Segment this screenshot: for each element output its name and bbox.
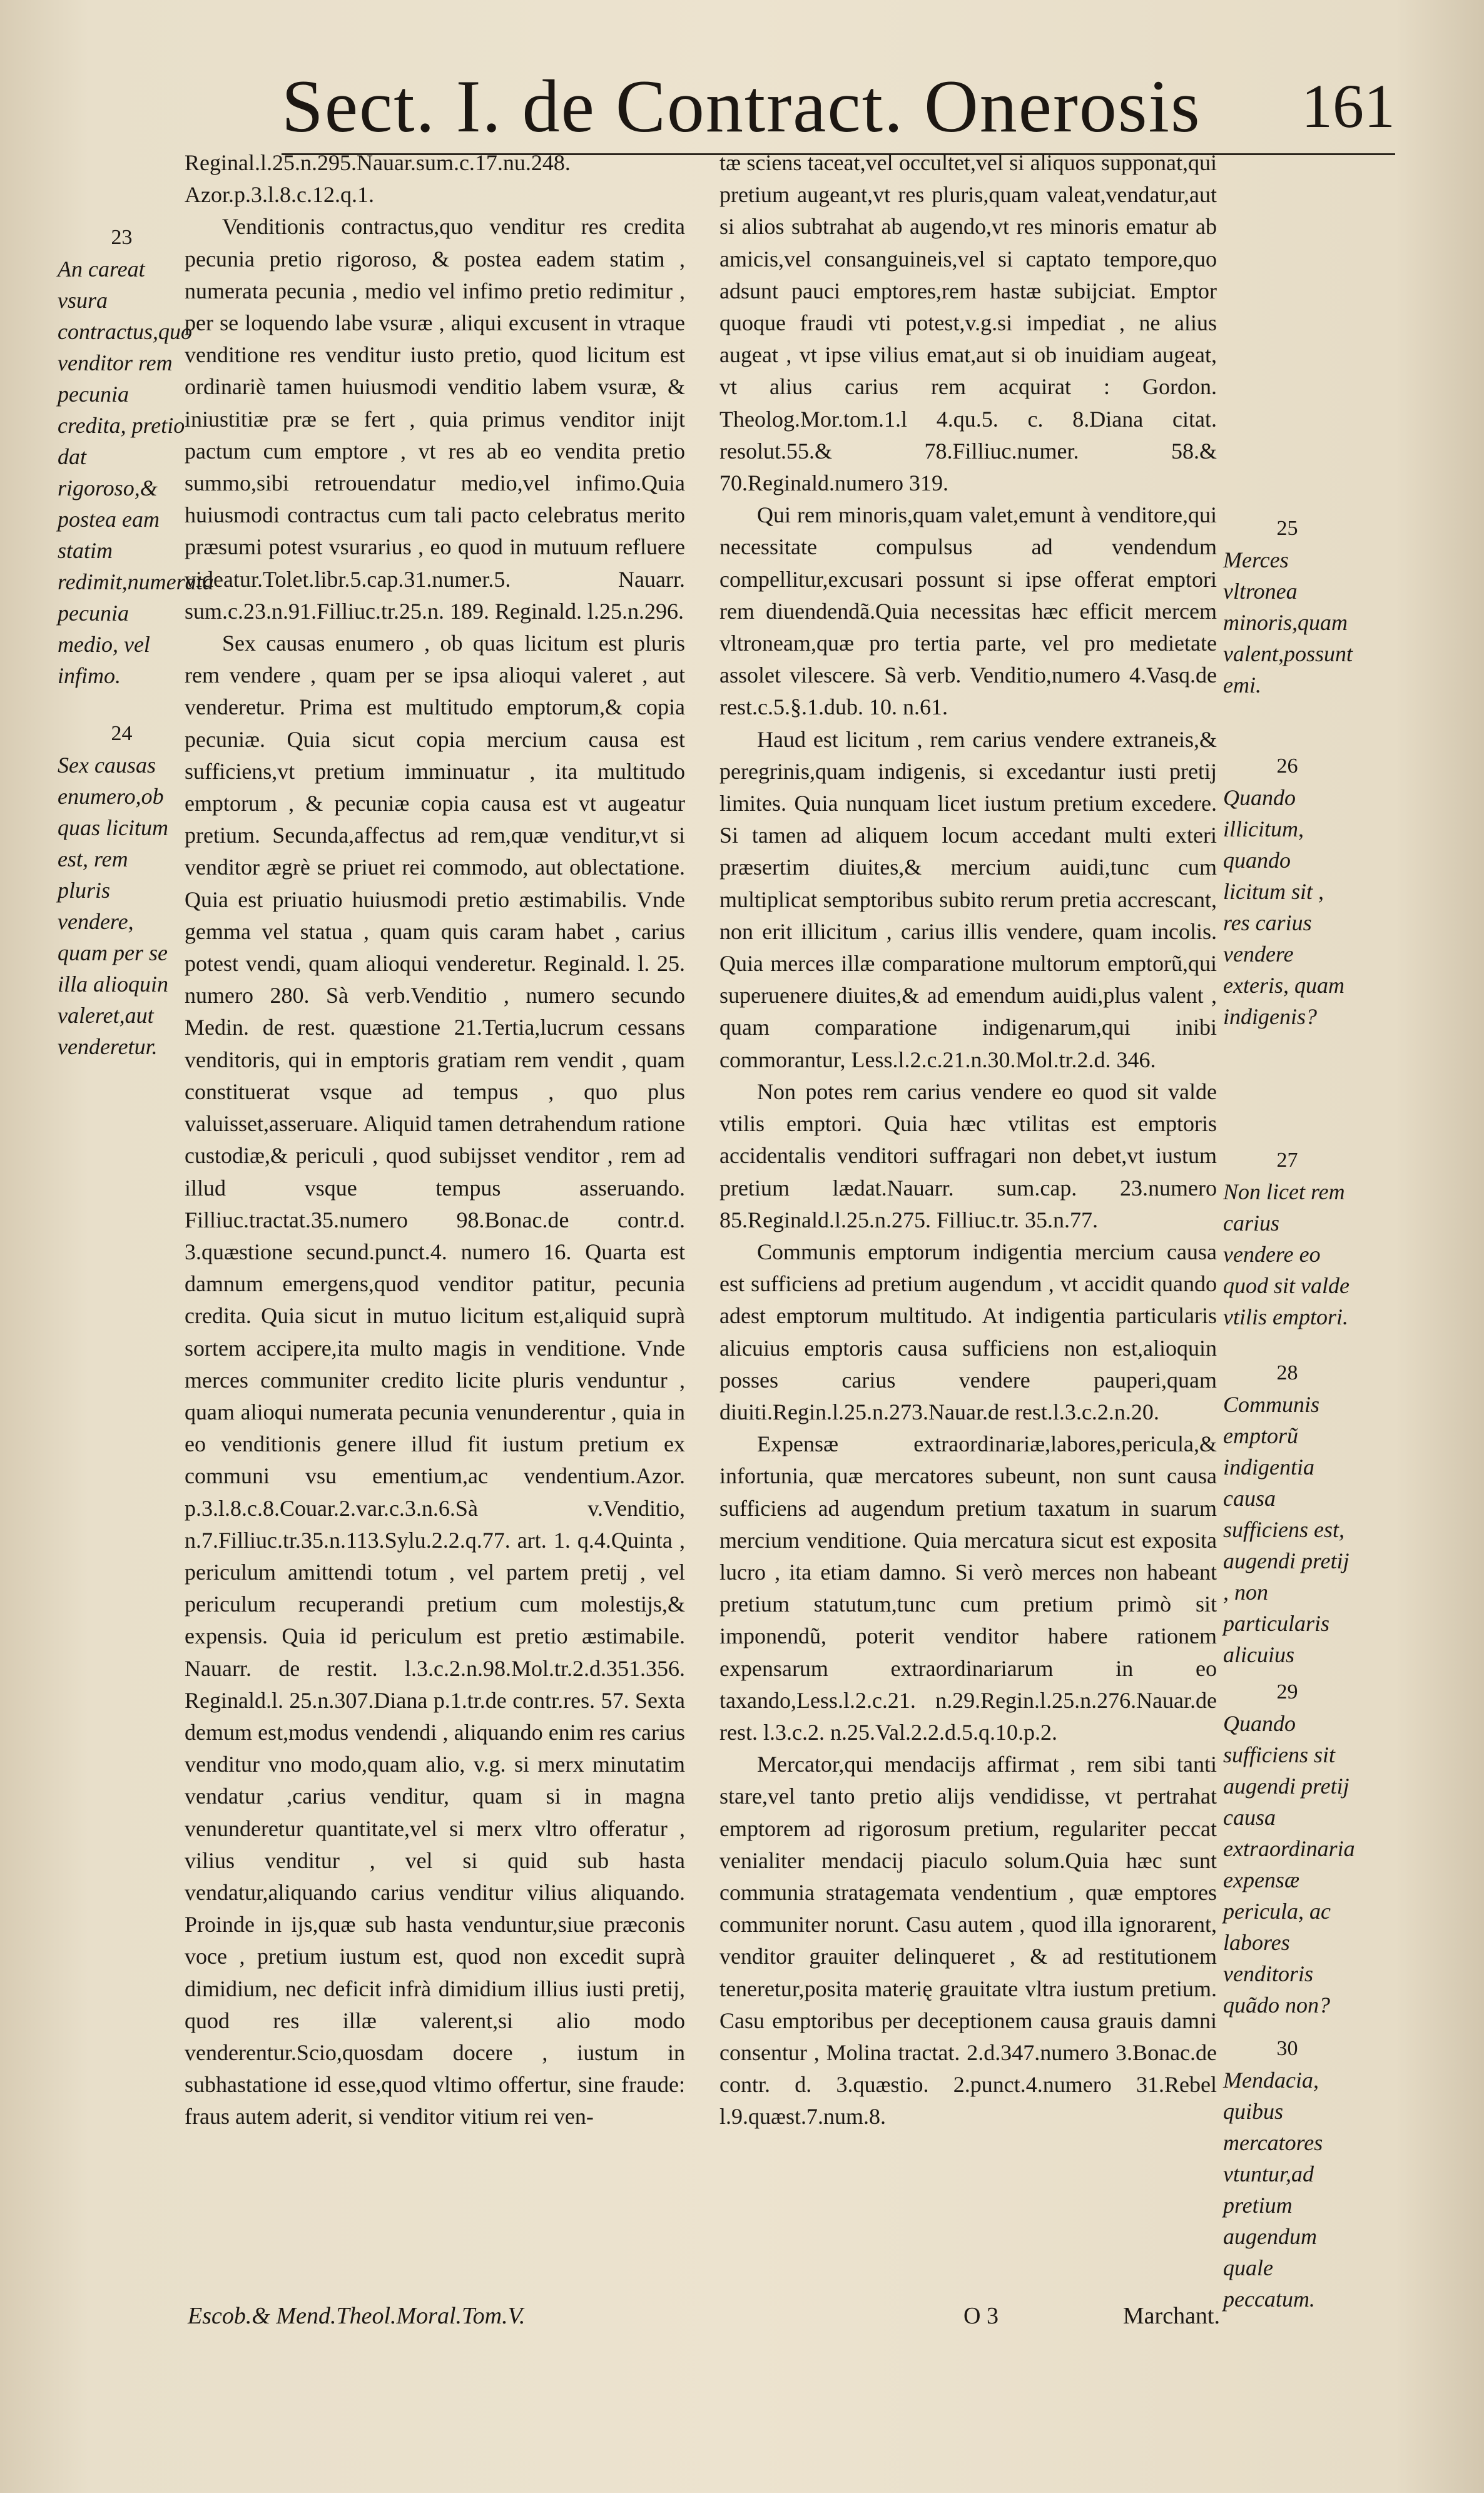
- paragraph: Haud est licitum , rem carius vendere extraneis,& peregrinis,quam indigenis, si excedantur iusti pretij limites. Quia nunquam licet iustum pretium excedere. Si tamen ad aliquem locum accedant multi exteri præsertim diuites,& mercium auidi,tunc cum multiplicat semptoribus subito rerum pretia accrescant, non erit illicitum , carius illis vendere, quam incolis. Quia merces illæ comparatione multorum emptorũ,qui superuenere diuites,& ad emendum auidi,plus valent , quam comparatione indigenarum,qui inibi commorantur, Less.l.2.c.21.n.30.Mol.tr.2.d. 346.: [719, 726, 1217, 1072]
- margin-note-number: 30: [1276, 2037, 1298, 2060]
- margin-note-number: 29: [1276, 1680, 1298, 1703]
- margin-note-27: [1223, 1145, 1351, 1333]
- text-column-left: [185, 147, 685, 2133]
- margin-note-text: Quando illicitum, quando licitum sit , res carius vendere exteris, quam indigenis?: [1223, 785, 1344, 1029]
- paragraph: Venditionis contractus,quo venditur res credita pecunia pretio rigoroso, & postea eadem statim , numerata pecunia , medio vel infimo pretio redimitur , per se loquendo labe vsuræ , aliqui excusent in vtraque venditione res venditur iusto pretio, quod licitum est ordinariè tamen huiusmodi venditio labem vsuræ, & iniustitiæ præ se fert , quia primus venditor inijt pactum cum emptore , vt res ab eo vendita pretio summo,sibi retrouendatur medio,vel infimo.Quia huiusmodi contractus cum tali pacto celebratus merito præsumi potest vsurarius , eo quod in mutuum refluere videatur.Tolet.libr.5.cap.31.numer.5. Nauarr. sum.c.23.n.91.Filliuc.tr.25.n. 189. Reginald. l.25.n.296.: [185, 214, 685, 624]
- paragraph: Reginal.l.25.n.295.Nauar.sum.c.17.nu.248. Azor.p.3.l.8.c.12.q.1.: [185, 150, 571, 208]
- margin-note-24: [58, 718, 186, 1062]
- paragraph: Mercator,qui mendacijs affirmat , rem sibi tanti stare,vel tanto pretio alijs vendidisse, vt pertrahat emptorem ad rigorosum pretium, regulariter peccat venialiter mendacij piaculo solum.Quia hæc sunt communia stratagemata vendentium , quæ emptores communiter norunt. Casu autem , quod illa ignorarent, venditor grauiter delinqueret , & ad restitutionem teneretur,posita materię grauitate vltra iustum pretium. Casu emptoribus per deceptionem causa grauis damni consentur , Molina tractat. 2.d.347.numero 3.Bonac.de contr. d. 3.quæstio. 2.punct.4.numero 31.Rebel l.9.quæst.7.num.8.: [719, 1752, 1217, 2130]
- margin-note-number: 25: [1276, 517, 1298, 540]
- margin-note-30: [1223, 2033, 1351, 2315]
- text-column-right: [719, 147, 1217, 2133]
- paragraph: Communis emptorum indigentia mercium causa est sufficiens ad pretium augendum , vt accidit quando adest emptorum multitudo. At indigentia particularis alicuius emptoris causa sufficiens non est,alioquin posses carius vendere pauperi,quam diuiti.Regin.l.25.n.273.Nauar.de rest.l.3.c.2.n.20.: [719, 1239, 1217, 1424]
- margin-note-text: Sex causas enumero,ob quas licitum est, rem pluris vendere, quam per se illa alioquin valeret,aut venderetur.: [58, 753, 169, 1059]
- margin-note-28: [1223, 1358, 1351, 1670]
- footer-imprint: Escob.& Mend.Theol.Moral.Tom.V.: [188, 2303, 526, 2329]
- margin-note-text: Communis emptorũ indigentia causa sufficiens est, augendi pretij , non particularis alicuius: [1223, 1392, 1349, 1667]
- margin-note-23: [58, 222, 214, 691]
- paragraph: Non potes rem carius vendere eo quod sit valde vtilis emptori. Quia hæc vtilitas est emptoris accidentalis venditori suffragari non debet,vt iustum pretium lædat.Nauarr. sum.cap. 23.numero 85.Reginald.l.25.n.275. Filliuc.tr. 35.n.77.: [719, 1079, 1217, 1232]
- margin-note-text: Mendacia, quibus mercatores vtuntur,ad pretium augendum quale peccatum.: [1223, 2068, 1323, 2312]
- margin-note-25: [1223, 513, 1351, 701]
- running-title: Sect. I. de Contract. Onerosis: [282, 64, 1201, 148]
- page-number: 161: [1301, 71, 1395, 141]
- paragraph: tæ sciens taceat,vel occultet,vel si aliquos supponat,qui pretium augeant,vt res pluris,quam valeat,vendatur,aut si alios subtrahat ab augendo,vt res minoris ematur ab amicis,vel consanguineis,vel si captato tempore,quo adsunt pauci emptores,rem hastæ subijciat. Emptor quoque fraudi vti potest,v.g.si impediat , ne alius augeat , vt ipse vilius emat,aut si ob inuidiam augeat, vt alius carius rem acquirat : Gordon. Theolog.Mor.tom.1.l 4.qu.5. c. 8.Diana citat. resolut.55.& 78.Filliuc.numer. 58.& 70.Reginald.numero 319.: [719, 150, 1217, 496]
- catchword: Marchant.: [1122, 2303, 1220, 2329]
- signature-mark: O 3: [963, 2303, 999, 2329]
- paragraph: Expensæ extraordinariæ,labores,pericula,& infortunia, quæ mercatores subeunt, non sunt causa sufficiens ad augendum pretium taxatum in suarum mercium venditione. Quia mercatura sicut est exposita lucro , ita etiam damno. Si verò merces non habeant pretium statutum,tunc cum pretium primò sit imponendũ, poterit venditor habere rationem expensarum extraordinariarum in eo taxando,Less.l.2.c.21. n.29.Regin.l.25.n.276.Nauar.de rest. l.3.c.2. n.25.Val.2.2.d.5.q.10.p.2.: [719, 1431, 1217, 1745]
- margin-note-number: 24: [111, 722, 133, 745]
- page-header: [282, 59, 1395, 155]
- margin-note-26: [1223, 751, 1351, 1032]
- margin-note-number: 28: [1276, 1361, 1298, 1384]
- page-footer: [188, 2302, 1220, 2340]
- margin-note-number: 26: [1276, 754, 1298, 778]
- margin-note-text: Quando sufficiens sit augendi pretij causa extraordinaria expensæ pericula, ac labores venditoris quãdo non?: [1223, 1711, 1355, 2018]
- paragraph: Sex causas enumero , ob quas licitum est pluris rem vendere , quam per se ipsa alioqui valeret , aut venderetur. Prima est multitudo emptorum,& copia pecuniæ. Quia sicut copia mercium causa est sufficiens,vt pretium imminuatur , ita multitudo emptorum , & pecuniæ copia causa est vt augeatur pretium. Secunda,affectus ad rem,quæ venditur,vt si venditor ægrè se priuet rei commodo, aut oblectatione. Quia est priuatio huiusmodi pretio æstimabilis. Vnde gemma vel statua , quam quis caram habet , carius potest vendi, quam alioqui venderetur. Reginald. l. 25. numero 280. Sà verb.Venditio , numero secundo Medin. de rest. quæstione 21.Tertia,lucrum cessans venditoris, qui in emptoris gratiam rem vendit , quam constituerat vsque ad tempus , quo plus valuisset,asseruare. Aliquid tamen detrahendum ratione custodiæ,& periculi , quod subijsset venditor , rem ad illud vsque tempus asseruando. Filliuc.tractat.35.numero 98.Bonac.de contr.d. 3.quæstione secund.punct.4. numero 16. Quarta est damnum emergens,quod venditor patitur, pecunia credita. Quia sicut in mutuo licitum est,aliquid suprà sortem accipere,ita multo magis in venditione. Vnde merces communiter credito licite pluris venduntur , quam alioqui numerata pecunia venunderentur , quia in eo venditionis genere illud fit iustum pretium ex communi vsu ementium,ac vendentium.Azor. p.3.l.8.c.8.Couar.2.var.c.3.n.6.Sà v.Venditio, n.7.Filliuc.tr.35.n.113.Sylu.2.2.q.77. art. 1. q.4.Quinta , periculum amittendi totum , vel partem pretij , vel periculum recuperandi pretium cum molestijs,& expensis. Quia id periculum est pretio æstimabile. Nauarr. de restit. l.3.c.2.n.98.Mol.tr.2.d.351.356. Reginald.l. 25.n.307.Diana p.1.tr.de contr.res. 57. Sexta demum est,modus vendendi , aliquando enim res carius venditur vno modo,quam alio, v.g. si merx minutatim vendatur ,carius venditur, quam si in magna venunderetur quantitate,vel si merx vltro offeratur , vilius venditur , vel si quid sub hasta vendatur,aliquando carius venditur vilius aliquando. Proinde in ijs,quæ sub hasta venduntur,siue præconis voce , pretium iustum est, quod non excedit suprà dimidium, nec deficit infrà dimidium illius iusti pretij, quod res illæ valerent,si alio modo venderentur.Scio,quosdam docere , iustum in subhastatione id esse,quod vltimo offertur, sine fraude: fraus autem aderit, si venditor vitium rei ven-: [185, 631, 685, 2130]
- margin-note-29: [1223, 1677, 1355, 2021]
- margin-note-text: An careat vsura contractus,quo venditor rem pecunia credita, pretio dat rigoroso,& postea eam statim redimit,numerata pecunia medio, vel infimo.: [58, 256, 214, 688]
- margin-note-number: 27: [1276, 1149, 1298, 1172]
- margin-note-text: Non licet rem carius vendere eo quod sit valde vtilis emptori.: [1223, 1179, 1349, 1329]
- paragraph: Qui rem minoris,quam valet,emunt à venditore,qui necessitate compulsus ad vendendum compellitur,excusari possunt si ipse offerat emptori rem diuendendã.Quia necessitas hæc efficit mercem vltroneam,quæ pro tertia parte, vel pro medietate assolet vilescere. Sà verb. Venditio,numero 4.Vasq.de rest.c.5.§.1.dub. 10. n.61.: [719, 502, 1217, 720]
- margin-note-number: 23: [111, 226, 133, 249]
- margin-note-text: Merces vltronea minoris,quam valent,possunt emi.: [1223, 547, 1353, 698]
